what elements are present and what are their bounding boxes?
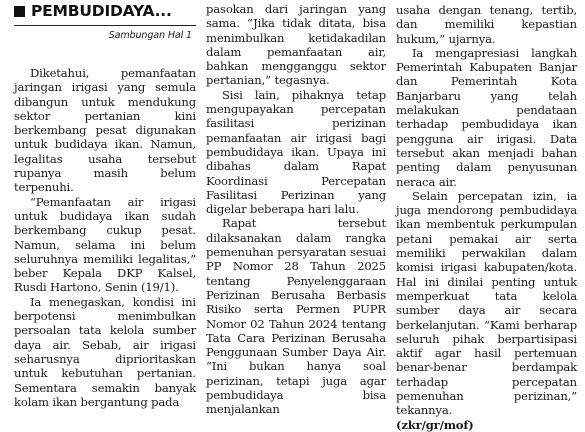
paragraph: Ia menegaskan, kondisi ini berpotensi menimbulkan persoalan tata kelola sumber daya air. Sebab, air irigasi seharusnya diprioritaskan untuk kebutuhan pertanian. Sementara semakin banyak kolam ikan bergantung pada bbox=[14, 294, 196, 409]
column-1-body bbox=[14, 66, 196, 409]
paragraph: Selain percepatan izin, ia juga mendorong pembudidaya ikan membentuk perkumpulan petani pemakai air serta memiliki perwakilan dalam komisi irigasi kabupaten/kota. Hal ini dinilai penting untuk memperkuat tata kelola sumber daya air secara berkelanjutan. “Kami berharap seluruh pihak berpartisipasi aktif agar hasil pertemuan benar-benar berdampak terhadap percepatan pemenuhan perizinan,” tekannya. bbox=[396, 188, 577, 418]
author-signature: (zkr/gr/mof) bbox=[396, 417, 474, 432]
paragraph-continuation: usaha dengan tenang, tertib, dan memiliki kepastian hukum,” ujarnya. bbox=[396, 3, 577, 46]
column-2-body bbox=[206, 2, 386, 417]
header-square-icon bbox=[14, 6, 25, 17]
paragraph: Sisi lain, pihaknya tetap mengupayakan percepatan fasilitasi perizinan pemanfaatan air irigasi bagi pembudidaya ikan. Upaya ini dibahas dalam Rapat Koordinasi Percepatan Fasilitasi Perizinan yang digelar beberapa hari lalu. bbox=[206, 87, 386, 217]
article-column-3 bbox=[396, 0, 577, 432]
article-header bbox=[14, 4, 196, 42]
paragraph: Rapat tersebut dilaksanakan dalam rangka pemenuhan persyaratan sesuai PP Nomor 28 Tahun 2025 tentang Penyelenggaraan Perizinan Berusaha Berbasis Risiko serta Permen PUPR Nomor 02 Tahun 2024 tentang Tata Cara Perizinan Berusaha Penggunaan Sumber Daya Air. “Ini bukan hanya soal perizinan, tetapi juga agar pembudidaya bisa menjalankan bbox=[206, 216, 386, 417]
paragraph: “Pemanfaatan air irigasi untuk budidaya ikan sudah berkembang cukup pesat. Namun, selama ini belum seluruhnya memiliki legalitas,” beber Kepala DKP Kalsel, Rusdi Hartono, Senin (19/1). bbox=[14, 194, 196, 295]
article-header-row bbox=[14, 4, 196, 18]
header-divider bbox=[14, 25, 196, 26]
continuation-note: Sambungan Hal 1 bbox=[108, 30, 192, 41]
paragraph: Ia mengapresiasi langkah Pemerintah Kabupaten Banjar dan Pemerintah Kota Banjarbaru yang telah melakukan pendataan terhadap pembudidaya ikan pengguna air irigasi. Data tersebut akan menjadi bahan penting dalam penyusunan neraca air. bbox=[396, 45, 577, 189]
article-column-1 bbox=[14, 0, 196, 409]
column-3-body bbox=[396, 3, 577, 432]
article-title: PEMBUDIDAYA... bbox=[31, 2, 172, 20]
paragraph-continuation: pasokan dari jaringan yang sama. “Jika tidak ditata, bisa menimbulkan ketidakadilan dalam pemanfaatan air, bahkan mengganggu sektor pertanian,” tegasnya. bbox=[206, 2, 386, 88]
paragraph: Diketahui, pemanfaatan jaringan irigasi yang semula dibangun untuk mendukung sektor pertanian kini berkembang pesat digunakan untuk budidaya ikan. Namun, legalitas usaha tersebut rupanya masih belum terpenuhi. bbox=[14, 66, 196, 195]
article-column-2 bbox=[206, 0, 386, 417]
